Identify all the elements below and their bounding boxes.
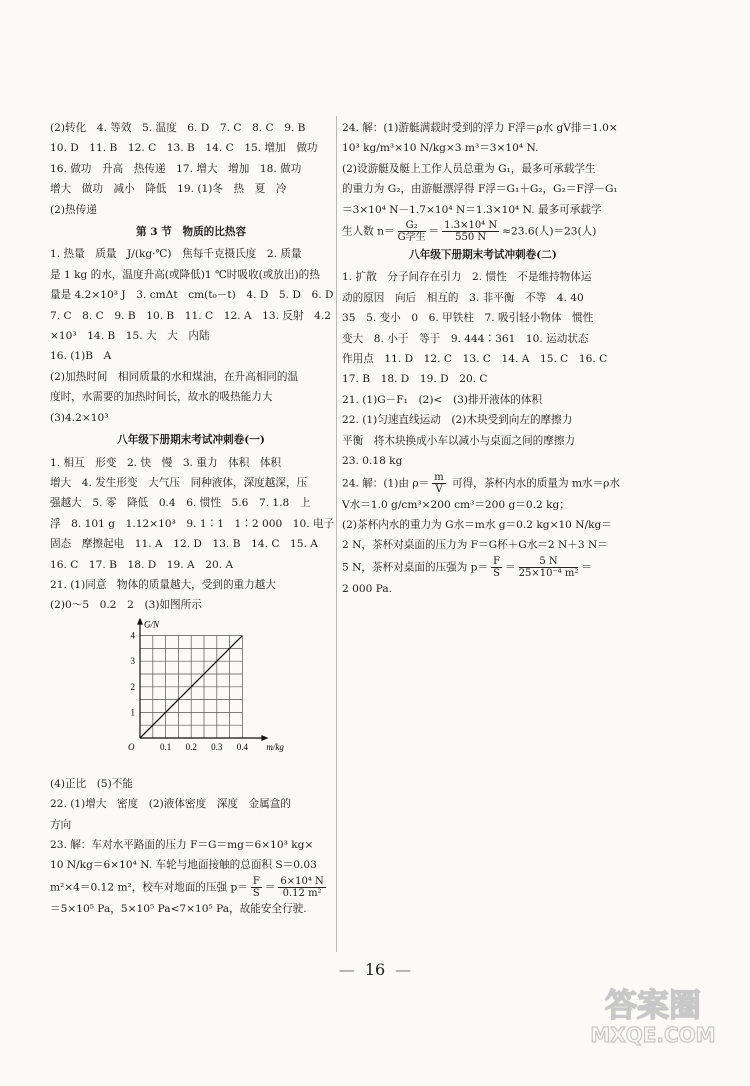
formula-fraction [432, 472, 445, 495]
answer-line: 10³ kg/m³×10 N/kg×3 m³＝3×10⁴ N. [342, 142, 539, 155]
answer-line: 24. 解：(1)游艇满载时受到的浮力 F浮＝ρ水 gV排＝1.0× [342, 122, 618, 134]
answer-line: 23. 0.18 kg [342, 455, 403, 468]
section-heading: 八年级下册期末考试冲刺卷(一) [117, 434, 265, 447]
answer-line: V水＝1.0 g/cm³×200 cm³＝200 g＝0.2 kg； [342, 498, 570, 511]
left-column [50, 118, 335, 919]
x-tick-label: 0.3 [211, 741, 223, 752]
answer-line: 5 N，茶杯对桌面的压强为 p＝ $\frac{F}{S}$ ＝ $\frac{5 N}{\text{25×10⁻⁴ m²}}$ ＝ [342, 555, 592, 579]
answer-line: 17. B 18. D 19. D 20. C [342, 373, 488, 386]
x-tick-label: 0.1 [159, 741, 172, 752]
watermark-logo [578, 982, 728, 1048]
formula-fraction [398, 220, 426, 243]
answer-line: 变大 8. 小于 等于 9. 444∶361 10. 运动状态 [342, 332, 589, 345]
denominator: 25×10⁻⁴ m² [518, 567, 579, 579]
y-tick-label: 2 [130, 681, 135, 692]
answer-line: (2)0～5 0.2 2 (3)如图所示 [50, 599, 202, 612]
page-footer: — 16 — [338, 960, 412, 979]
answer-line: 10. D 11. B 12. C 13. B 14. C 15. 增加 做功 [50, 142, 318, 155]
answer-line: (3)4.2×10³ [50, 411, 109, 424]
g-m-graph [50, 616, 332, 774]
answer-line: 35 5. 变小 0 6. 甲铁柱 7. 吸引轻小物体 惯性 [342, 312, 594, 325]
denominator: 550 N [455, 232, 487, 244]
answer-line: 的重力为 G₂，由游艇漂浮得 F浮＝G₁＋G₂，G₂＝F浮－G₁ [342, 183, 618, 196]
numerator: G₂ [398, 220, 426, 232]
answer-line: 23. 解：车对水平路面的压力 F＝G＝mg＝6×10³ kg× [50, 838, 314, 851]
answer-line: (2)转化 4. 等效 5. 温度 6. D 7. C 8. C 9. B [50, 122, 306, 134]
answer-line: 方向 [50, 818, 72, 831]
y-axis-arrow [137, 618, 143, 625]
denominator: G学生 [397, 232, 426, 244]
answer-line: m²×4＝0.12 m²，校车对地面的压强 p＝ $\frac{F}{S}$ ＝ $\frac{\text{6×10⁴ N}}{\text{0.12 m²}}$ [50, 875, 324, 899]
answer-line: 21. (1)G－F₁ (2)< (3)排开液体的体积 [342, 393, 543, 406]
origin-label: O [128, 741, 135, 752]
graph-svg [120, 618, 310, 772]
x-tick-label: 0.2 [185, 741, 197, 752]
answer-line: 固态 摩擦起电 11. A 12. D 13. B 14. C 15. A [50, 538, 318, 551]
x-tick-label: 0.4 [236, 741, 249, 752]
answer-line: 1. 扩散 分子间存在引力 2. 惯性 不是维持物体运 [342, 271, 592, 284]
answer-line: (2)热传递 [50, 203, 97, 216]
y-axis-label: G/N [144, 619, 160, 630]
answer-line: 2 N，茶杯对桌面的压力为 F＝G杯＋G水＝2 N＋3 N＝ [342, 539, 608, 552]
numerator: 6×10⁴ N [280, 875, 324, 887]
answer-line: 增大 做功 减小 降低 19. (1)冬 热 夏 冷 [50, 183, 287, 196]
answer-line: 是 1 kg 的水，温度升高(或降低)1 ℃时吸收(或放出)的热 [50, 268, 320, 281]
answer-line: 浮 8. 101 g 1.12×10³ 9. 1∶1 1∶2 000 10. 电子 [50, 517, 335, 530]
answer-line: (2)茶杯内水的重力为 G水＝m水 g＝0.2 kg×10 N/kg＝ [342, 518, 612, 531]
answer-line: 16. (1)B A [50, 350, 112, 363]
answer-line: 22. (1)增大 密度 (2)液体密度 深度 金属盒的 [50, 798, 291, 811]
answer-line: 1. 相互 形变 2. 快 慢 3. 重力 体积 体积 [50, 456, 282, 469]
answer-line: 2 000 Pa. [342, 582, 393, 595]
section-heading: 第 3 节 物质的比热容 [135, 226, 247, 239]
y-tick-label: 1 [130, 707, 135, 718]
answer-line: 16. 做功 升高 热传递 17. 增大 增加 18. 做功 [50, 162, 302, 175]
answer-line: (4)正比 (5)不能 [50, 777, 133, 790]
answer-line: 21. (1)同意 物体的质量越大，受到的重力越大 [50, 578, 276, 591]
y-tick-label: 3 [130, 655, 135, 666]
answer-line: 量是 4.2×10³ J 3. cmΔt cm(t₀－t) 4. D 5. D 6. D [50, 289, 334, 302]
answer-line: (2)加热时间 相同质量的水和煤油，在升高相同的温 [50, 370, 299, 383]
column-divider [336, 116, 337, 952]
answer-line: 平衡 将木块换成小车以减小与桌面之间的摩擦力 [342, 434, 576, 447]
answer-line: 增大 4. 发生形变 大气压 同种液体，深度越深，压 [50, 476, 308, 489]
denominator: S [493, 567, 500, 579]
watermark-text: 答案圈 [604, 986, 702, 1024]
denominator: V [435, 483, 443, 495]
numerator: F [493, 555, 501, 567]
numerator: m [434, 471, 444, 483]
denominator: S [252, 887, 260, 899]
answer-line: 度时，水需要的加热时间长，故水的吸热能力大 [50, 391, 273, 404]
page-number: 16 [364, 960, 386, 979]
numerator: 5 N [519, 556, 579, 568]
formula-fraction [251, 876, 262, 899]
answer-line: ＝5×10⁵ Pa，5×10⁵ Pa<7×10⁵ Pa，故能安全行驶. [50, 902, 307, 915]
watermark-domain: MXQE.COM [590, 1023, 716, 1047]
answer-line: ＝3×10⁴ N－1.7×10⁴ N＝1.3×10⁴ N. 最多可承载学 [342, 203, 602, 216]
answer-line: 24. 解：(1)由 ρ＝ $\frac{m}{V}$ 可得，茶杯内水的质量为 m水＝ρ水 [342, 471, 621, 495]
answer-line: 强越大 5. 零 降低 0.4 6. 惯性 5.6 7. 1.8 上 [50, 497, 311, 510]
answer-line: 1. 热量 质量 J/(kg·℃) 焦每千克摄氏度 2. 质量 [50, 248, 302, 261]
formula-fraction [491, 556, 502, 579]
answer-line: (2)设游艇及艇上工作人员总重为 G₁，最多可承载学生 [342, 162, 596, 175]
x-axis-arrow [261, 735, 268, 741]
right-column [342, 118, 624, 599]
answer-line: ×10³ 14. B 15. 大 大 内陆 [50, 330, 210, 343]
value-fraction [519, 556, 579, 579]
value-fraction [442, 220, 499, 243]
answer-line: 动的原因 向后 相互的 3. 非平衡 不等 4. 40 [342, 291, 584, 304]
denominator: 0.12 m² [282, 887, 322, 899]
numerator: F [252, 875, 260, 887]
value-fraction [278, 876, 325, 899]
x-axis-label: m/kg [266, 741, 284, 752]
answer-line: 作用点 11. D 12. C 13. C 14. A 15. C 16. C [342, 353, 608, 366]
answer-line: 16. C 17. B 18. D 19. A 20. A [50, 558, 234, 571]
numerator: 1.3×10⁴ N [444, 220, 498, 232]
section-heading: 八年级下册期末考试冲刺卷(二) [409, 249, 557, 262]
answer-line: 7. C 8. C 9. B 10. B 11. C 12. A 13. 反射 4.2 [50, 309, 332, 322]
answer-line: 10 N/kg＝6×10⁴ N. 车轮与地面接触的总面积 S＝0.03 [50, 859, 317, 872]
answer-line: 生人数 n＝ $\frac{\text{G₂}}{\text{G学生}}$ ＝ $\frac{\text{1.3×10⁴ N}}{550 N}$ ≈23.6(人)＝23(人) [342, 220, 597, 244]
y-tick-label: 4 [130, 630, 135, 641]
answer-line: 22. (1)匀速直线运动 (2)木块受到向左的摩擦力 [342, 414, 573, 427]
